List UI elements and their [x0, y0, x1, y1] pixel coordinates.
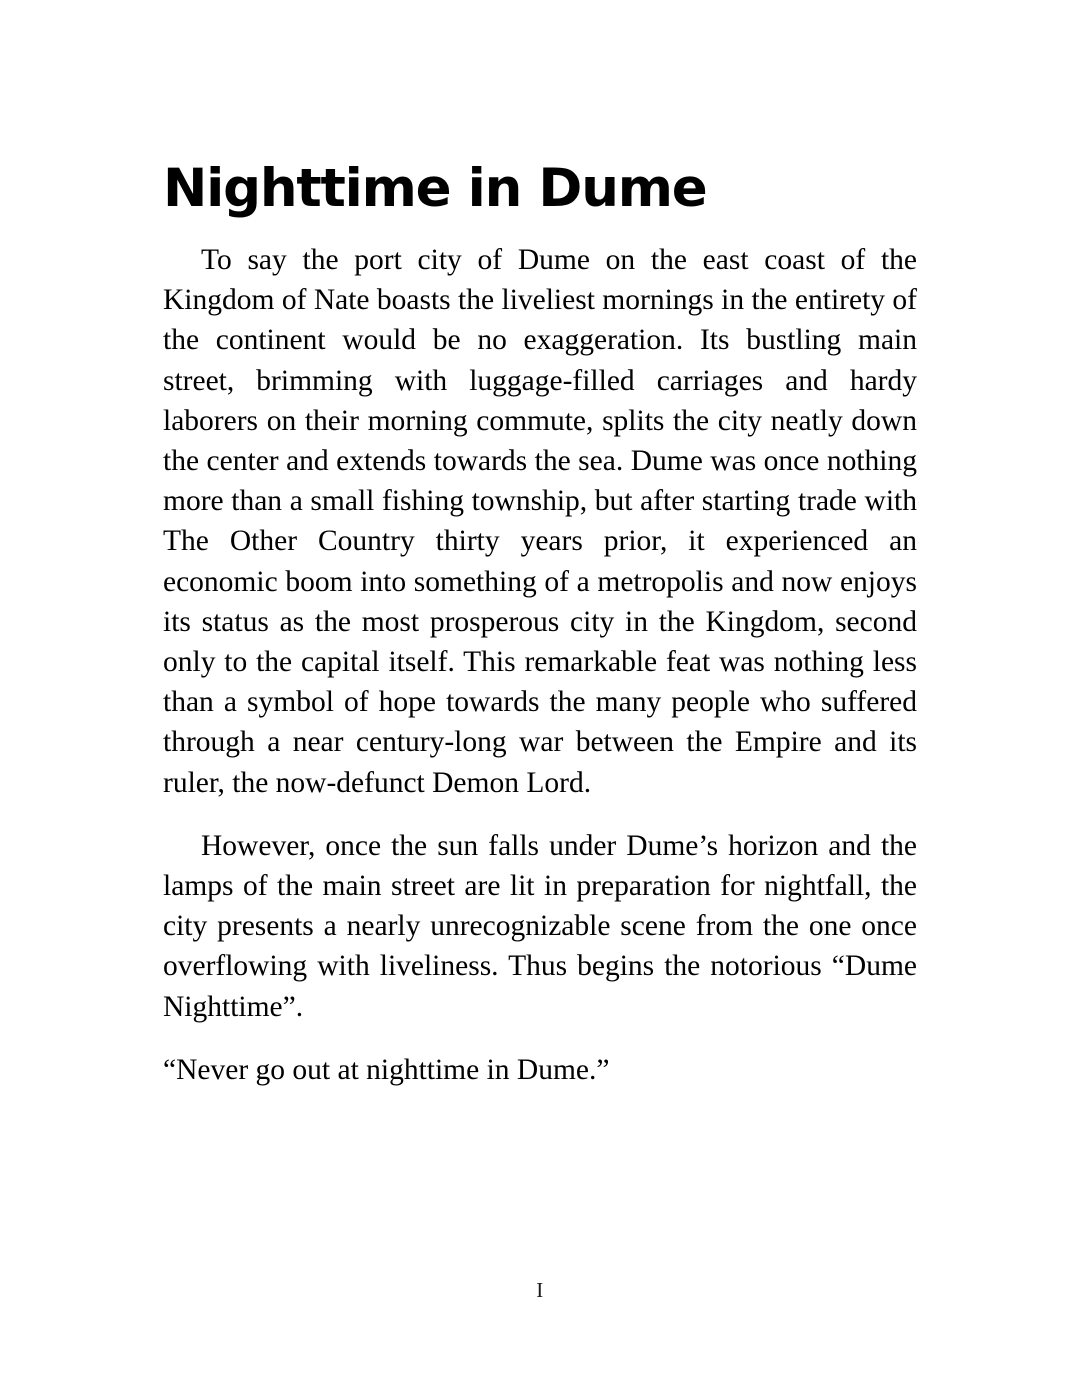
chapter-title: Nighttime in Dume: [163, 158, 707, 219]
page-number: I: [536, 1278, 544, 1302]
body-paragraph-3: “Never go out at nighttime in Dume.”: [163, 1053, 610, 1086]
body-paragraph-2: However, once the sun falls under Dume’s horizon and the lamps of the main street are lit in preparation for nightfall, the city presents a nearly unrecognizable scene from the one once overflowing with liveliness. Thus begins the notorious “Dume Nighttime”.: [163, 829, 917, 1023]
page-content: [163, 158, 917, 1090]
body-paragraph-1: To say the port city of Dume on the east coast of the Kingdom of Nate boasts the liveliest mornings in the entirety of the continent would be no exaggeration. Its bustling main street, brimming with luggage-filled carriages and hardy laborers on their morning commute, splits the city neatly down the center and extends towards the sea. Dume was once nothing more than a small fishing township, but after starting trade with The Other Country thirty years prior, it experienced an economic boom into something of a metropolis and now enjoys its status as the most prosperous city in the Kingdom, second only to the capital itself. This remarkable feat was nothing less than a symbol of hope towards the many people who suffered through a near century-long war between the Empire and its ruler, the now-defunct Demon Lord.: [163, 244, 917, 799]
